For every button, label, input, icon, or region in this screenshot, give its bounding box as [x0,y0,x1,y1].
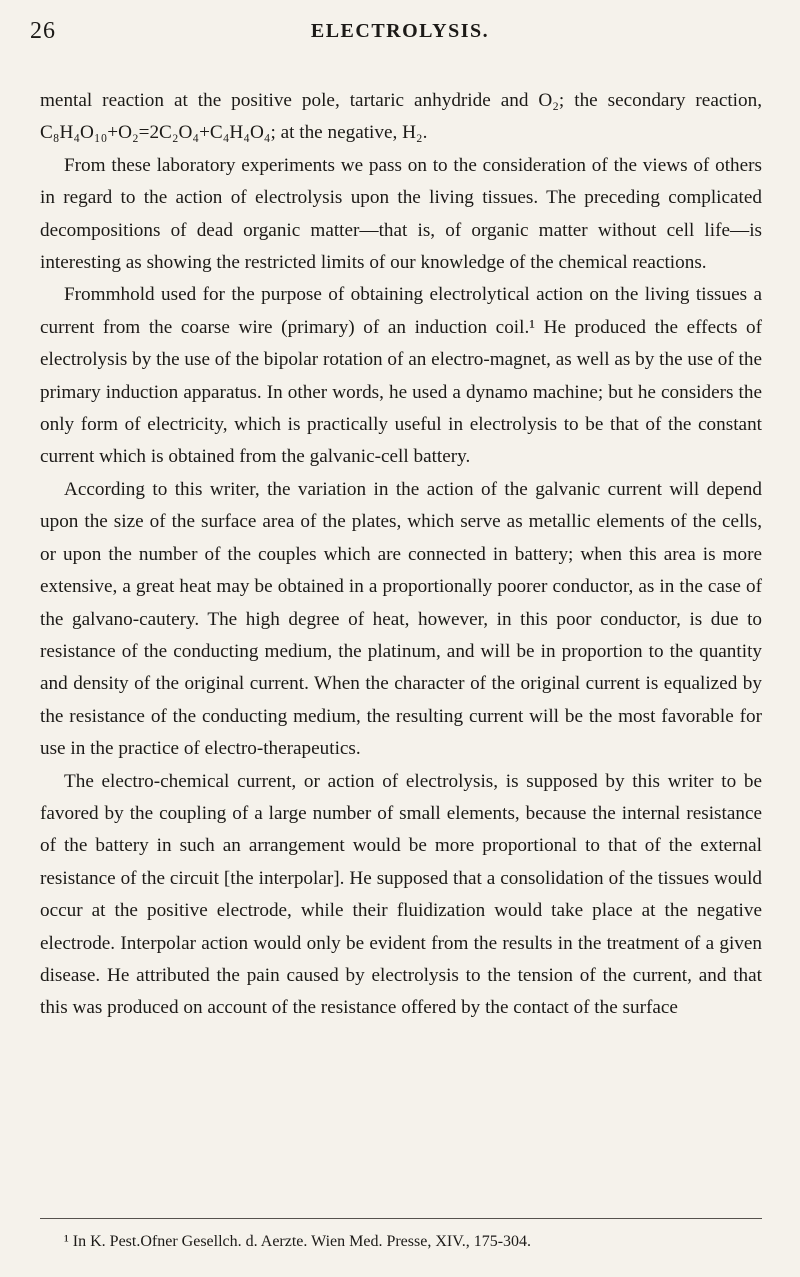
page-header [30,18,770,58]
paragraph: mental reaction at the positive pole, tartaric anhydride and O₂; the secondary reaction, C₈H₄O₁₀+O₂=2C₂O₄+C₄H₄O₄; at the negative, H₂. [40,90,762,144]
footnote-rule [40,1218,762,1219]
paragraph: The electro-chemical current, or action of electrolysis, is supposed by this writer to be favored by the coupling of a large number of small elements, because the internal resistance of the battery in such an arrangement would be more proportional to that of the external resistance of the circuit [the interpolar]. He supposed that a consolidation of the tissues would occur at the positive electrode, while their fluidization would take place at the negative electrode. Interpolar action would only be evident from the results in the treatment of a given disease. He attributed the pain caused by electrolysis to the tension of the current, and that this was produced on account of the resistance offered by the contact of the surface [40,770,762,1019]
paragraph: According to this writer, the variation in the action of the galvanic current will depend upon the size of the surface area of the plates, which serve as metallic elements of the cells, or upon the number of the couples which are connected in battery; when this area is more extensive, a great heat may be obtained in a proportionally poorer conductor, as in the case of the galvano-cautery. The high degree of heat, however, in this poor conductor, is due to resistance of the conducting medium, the platinum, and will be in proportion to the quantity and density of the original current. When the character of the original current is equalized by the resistance of the conducting medium, the resulting current will be the most favorable for use in the practice of electro-therapeutics. [40,478,762,760]
page-number: 26 [30,18,56,44]
running-head: ELECTROLYSIS. [310,20,490,42]
paragraph: Frommhold used for the purpose of obtaining electrolytical action on the living tissues a current from the coarse wire (primary) of an induction coil.¹ He produced the effects of electrolysis by the use of the bipolar rotation of an electro-magnet, as well as by the use of the primary induction apparatus. In other words, he used a dynamo machine; but he considers the only form of electricity, which is practically useful in electrolysis to be that of the constant current which is obtained from the galvanic-cell battery. [40,284,762,468]
body-text [40,85,762,1025]
footnote: ¹ In K. Pest.Ofner Gesellch. d. Aerzte. Wien Med. Presse, XIV., 175-304. [64,1233,532,1250]
paragraph: From these laboratory experiments we pass on to the consideration of the views of others in regard to the action of electrolysis upon the living tissues. The preceding complicated decompositions of dead organic matter—that is, of organic matter without cell life—is interesting as showing the restricted limits of our knowledge of the chemical reactions. [40,154,762,274]
